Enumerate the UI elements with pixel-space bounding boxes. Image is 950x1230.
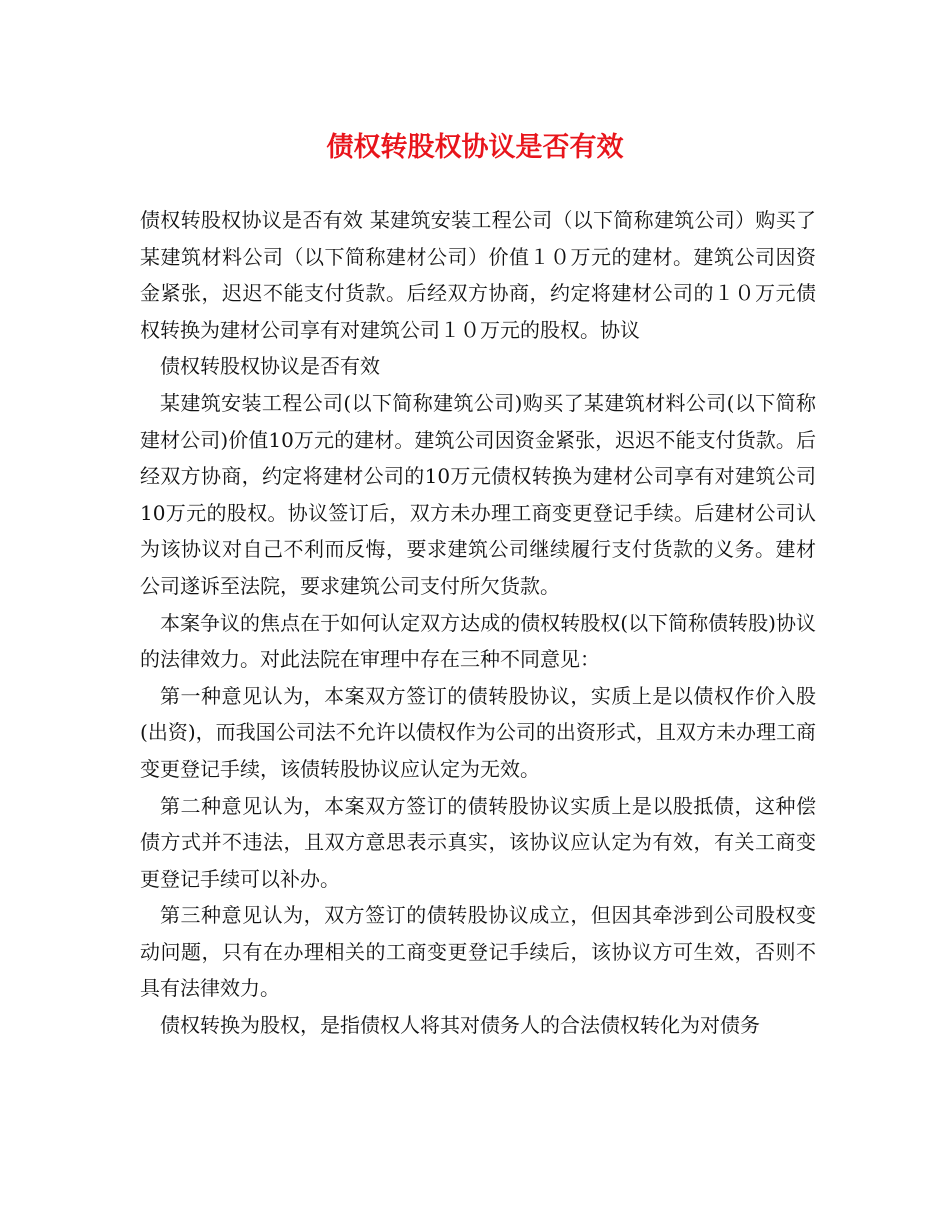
paragraph-heading: 债权转股权协议是否有效 — [160, 354, 380, 379]
paragraph-dispute-focus: 本案争议的焦点在于如何认定双方达成的债权转股权(以下简称债转股)协议的法律效力。对此法院在审理中存在三种不同意见： — [140, 610, 816, 672]
document-body — [140, 202, 816, 1044]
paragraph-case-facts: 某建筑安装工程公司(以下简称建筑公司)购买了某建筑材料公司(以下简称建材公司)价值10万元的建材。建筑公司因资金紧张，迟迟不能支付货款。后经双方协商，约定将建材公司的10万元债权转换为建材公司享有对建筑公司10万元的股权。协议签订后，双方未办理工商变更登记手续。后建材公司认为该协议对自己不利而反悔，要求建筑公司继续履行支付货款的义务。建材公司遂诉至法院，要求建筑公司支付所欠货款。 — [140, 390, 816, 598]
paragraph-opinion-one: 第一种意见认为，本案双方签订的债转股协议，实质上是以债权作价入股(出资)，而我国公司法不允许以债权作为公司的出资形式，且双方未办理工商变更登记手续，该债转股协议应认定为无效。 — [140, 683, 816, 781]
paragraph-definition: 债权转换为股权，是指债权人将其对债务人的合法债权转化为对债务 — [160, 1013, 760, 1038]
paragraph-opinion-three: 第三种意见认为，双方签订的债转股协议成立，但因其牵涉到公司股权变动问题，只有在办理相关的工商变更登记手续后，该协议方可生效，否则不具有法律效力。 — [140, 903, 816, 1001]
document-title: 债权转股权协议是否有效 — [326, 132, 624, 163]
paragraph-opinion-two: 第二种意见认为，本案双方签订的债转股协议实质上是以股抵债，这种偿债方式并不违法，且双方意思表示真实，该协议应认定为有效，有关工商变更登记手续可以补办。 — [140, 793, 816, 891]
paragraph-summary: 债权转股权协议是否有效 某建筑安装工程公司（以下简称建筑公司）购买了某建筑材料公司（以下简称建材公司）价值１０万元的建材。建筑公司因资金紧张，迟迟不能支付货款。后经双方协商，约定将建材公司的１０万元债权转换为建材公司享有对建筑公司１０万元的股权。协议 — [140, 208, 816, 342]
